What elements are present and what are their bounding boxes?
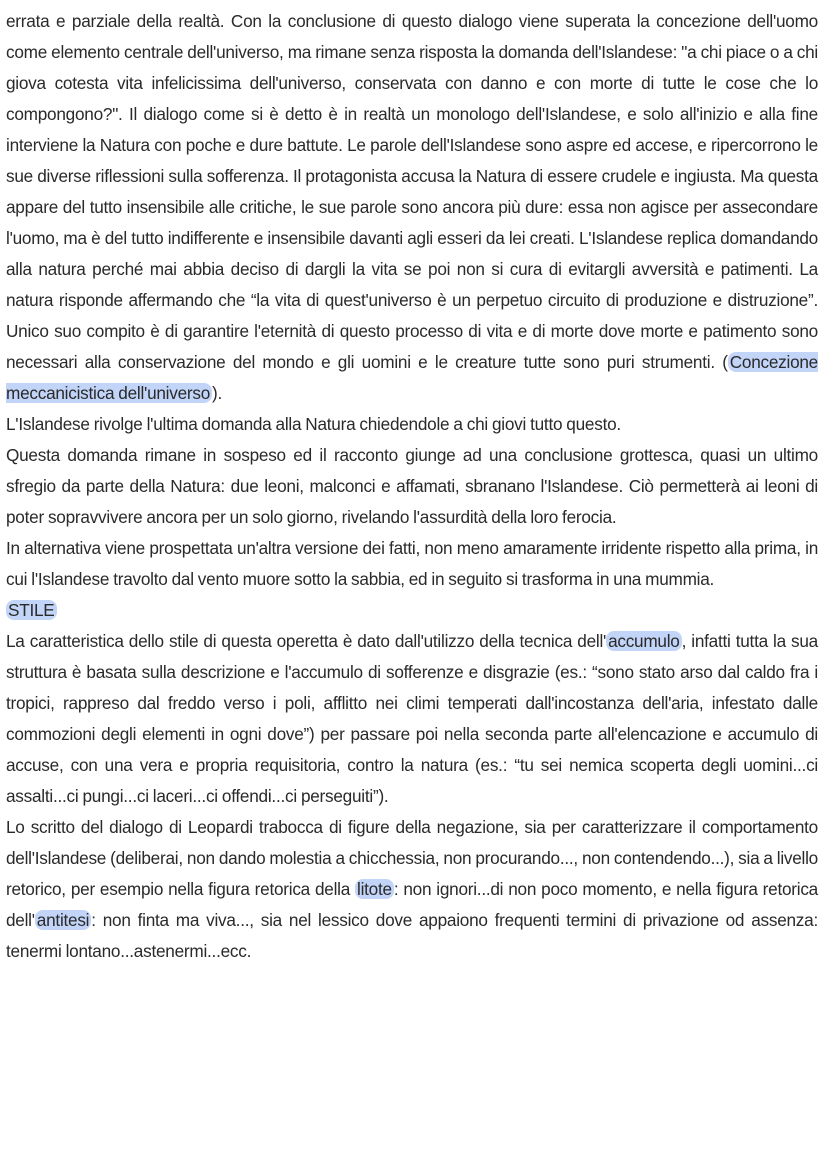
paragraph-figure-negazione [6,812,818,967]
paragraph-text: Lo scritto del dialogo di Leopardi trabocca di figure della negazione, sia per caratterizzare il comportamento dell'Islandese (deliberai, non dando molestia a chicchessia, non procurando..., non contendendo...), sia a livello retorico, per esempio nella figura retorica della [6,817,818,899]
paragraph-text: , infatti tutta la sua struttura è basata sulla descrizione e l'accumulo di sofferenze e disgrazie (es.: “sono stato arso dal caldo fra i tropici, rappreso dal freddo verso i poli, afflitto nei climi temperati dall'incostanza dell'aria, infestato dalle commozioni degli elementi in ogni dove”) per passare poi nella seconda parte all'elencazione e accumulo di accuse, con una vera e propria requisitoria, contro la natura (es.: “tu sei nemica scoperta degli uomini...ci assalti...ci pungi...ci laceri...ci offendi...ci perseguiti”). [6,631,818,806]
highlight-litote: litote [357,879,392,899]
section-heading-stile [6,595,57,626]
heading-stile-text: STILE [8,600,55,620]
highlight-antitesi: antitesi [36,910,90,930]
paragraph-stile-accumulo [6,626,818,812]
paragraph-text: ). [212,383,223,403]
paragraph-text: : non finta ma viva..., sia nel lessico dove appaiono frequenti termini di privazione od assenza: tenermi lontano...astenermi...ecc. [6,910,818,961]
paragraph-natura-dialogue [6,6,818,409]
paragraph-ultima-domanda: L'Islandese rivolge l'ultima domanda alla Natura chiedendole a chi giovi tutto questo. [6,414,621,434]
paragraph-text: : non ignori...di non poco momento, e nella figura retorica dell' [6,879,818,930]
paragraph-text: errata e parziale della realtà. Con la conclusione di questo dialogo viene superata la concezione dell'uomo come elemento centrale dell'universo, ma rimane senza risposta la domanda dell'Islandese: "a chi piace o a chi giova cotesta vita infelicissima dell'universo, conservata con danno e con morte di tutte le cose che lo compongono?". Il dialogo come si è detto è in realtà un monologo dell'Islandese, e solo all'inizio e alla fine interviene la Natura con poche e dure battute. Le parole dell'Islandese sono aspre ed accese, e ripercorrono le sue diverse riflessioni sulla sofferenza. Il protagonista accusa la Natura di essere crudele e ingiusta. Ma questa appare del tutto insensibile alle critiche, le sue parole sono ancora più dure: essa non agisce per assecondare l'uomo, ma è del tutto indifferente e insensibile davanti agli esseri da lei creati. L'Islandese replica domandando alla natura perché mai abbia deciso di dargli la vita se poi non si cura di evitargli avversità e patimenti. La natura risponde affermando che “la vita di quest'universo è un perpetuo circuito di produzione e distruzione”. Unico suo compito è di garantire l'eternità di questo processo di vita e di morte dove morte e patimento sono necessari alla conservazione del mondo e gli uomini e le creature tutte sono puri strumenti. ( [6,11,818,372]
document-page [6,6,818,967]
paragraph-versione-alternativa: In alternativa viene prospettata un'altra versione dei fatti, non meno amaramente irridente rispetto alla prima, in cui l'Islandese travolto dal vento muore sotto la sabbia, ed in seguito si trasforma in una mummia. [6,538,818,589]
highlight-concezione-meccanicistica: Concezione meccanicistica dell'universo [6,352,818,403]
paragraph-text: La caratteristica dello stile di questa operetta è dato dall'utilizzo della tecnica dell' [6,631,607,651]
highlight-accumulo: accumulo [608,631,680,651]
paragraph-conclusione-grottesca: Questa domanda rimane in sospeso ed il racconto giunge ad una conclusione grottesca, quasi un ultimo sfregio da parte della Natura: due leoni, malconci e affamati, sbranano l'Islandese. Ciò permetterà ai leoni di poter sopravvivere ancora per un solo giorno, rivelando l'assurdità della loro ferocia. [6,445,818,527]
